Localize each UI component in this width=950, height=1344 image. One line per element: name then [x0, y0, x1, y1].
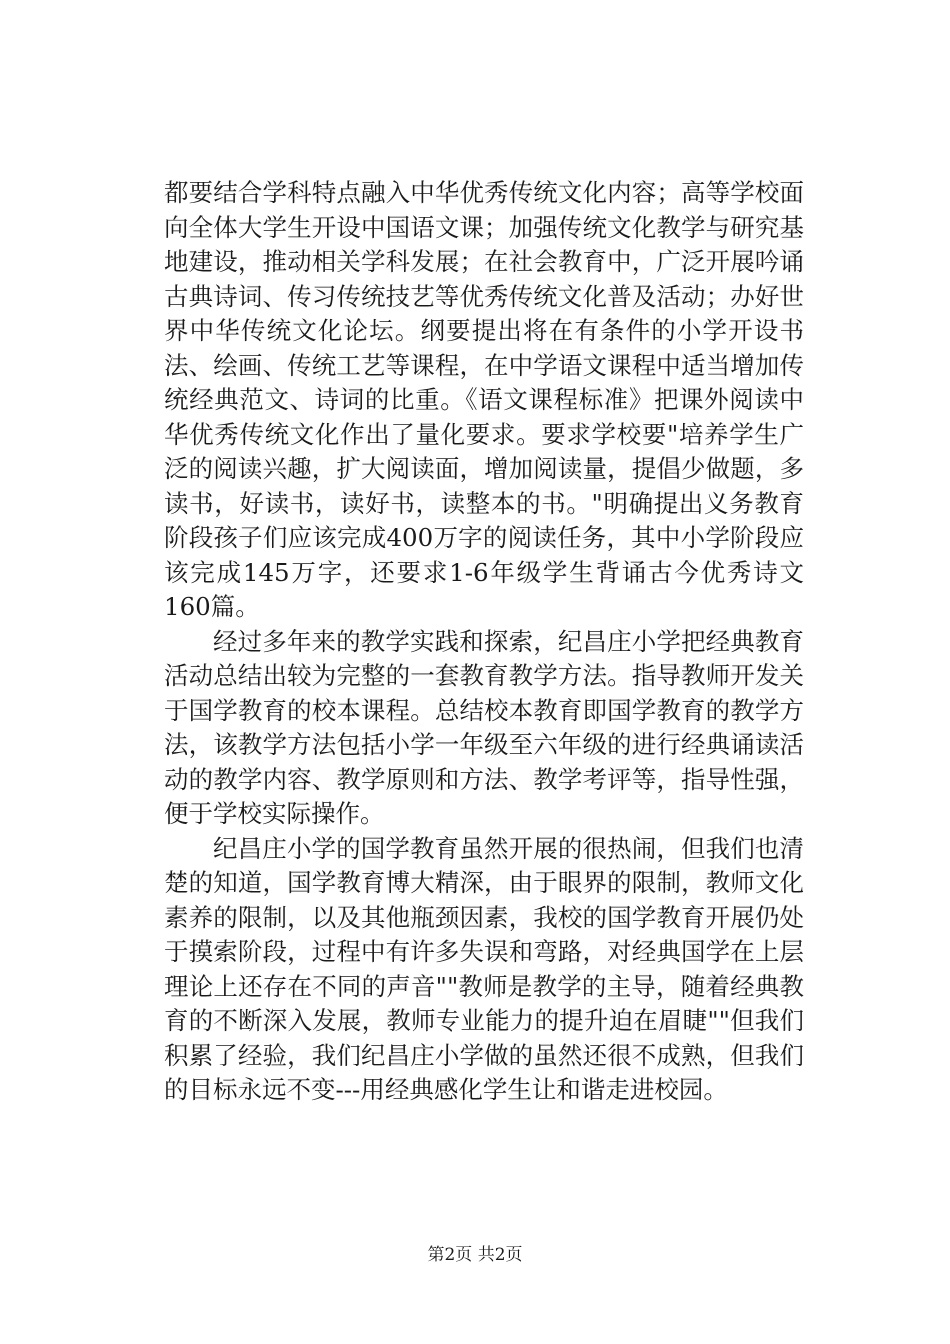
- paragraph-3: 纪昌庄小学的国学教育虽然开展的很热闹，但我们也清楚的知道，国学教育博大精深，由于眼界的限制，教师文化素养的限制，以及其他瓶颈因素，我校的国学教育开展仍处于摸索阶段，过程中有许多失误和弯路，对经典国学在上层理论上还存在不同的声音""教师是教学的主导，随着经典教育的不断深入发展，教师专业能力的提升迫在眉睫""但我们积累了经验，我们纪昌庄小学做的虽然还很不成熟，但我们的目标永远不变---用经典感化学生让和谐走进校园。: [164, 833, 804, 1104]
- paragraph-2: 经过多年来的教学实践和探索，纪昌庄小学把经典教育活动总结出较为完整的一套教育教学方法。指导教师开发关于国学教育的校本课程。总结校本教育即国学教育的教学方法，该教学方法包括小学一年级至六年级的进行经典诵读活动的教学内容、教学原则和方法、教学考评等，指导性强，便于学校实际操作。: [164, 626, 804, 828]
- document-body: [164, 176, 804, 1108]
- paragraph-1: 都要结合学科特点融入中华优秀传统文化内容；高等学校面向全体大学生开设中国语文课；加强传统文化教学与研究基地建设，推动相关学科发展；在社会教育中，广泛开展吟诵古典诗词、传习传统技艺等优秀传统文化普及活动；办好世界中华传统文化论坛。纲要提出将在有条件的小学开设书法、绘画、传统工艺等课程，在中学语文课程中适当增加传统经典范文、诗词的比重。《语文课程标准》把课外阅读中华优秀传统文化作出了量化要求。要求学校要"培养学生广泛的阅读兴趣，扩大阅读面，增加阅读量，提倡少做题，多读书，好读书，读好书，读整本的书。"明确提出义务教育阶段孩子们应该完成400万字的阅读任务，其中小学阶段应该完成145万字，还要求1-6年级学生背诵古今优秀诗文160篇。: [164, 178, 804, 621]
- page-number-footer: 第2页 共2页: [427, 1245, 523, 1265]
